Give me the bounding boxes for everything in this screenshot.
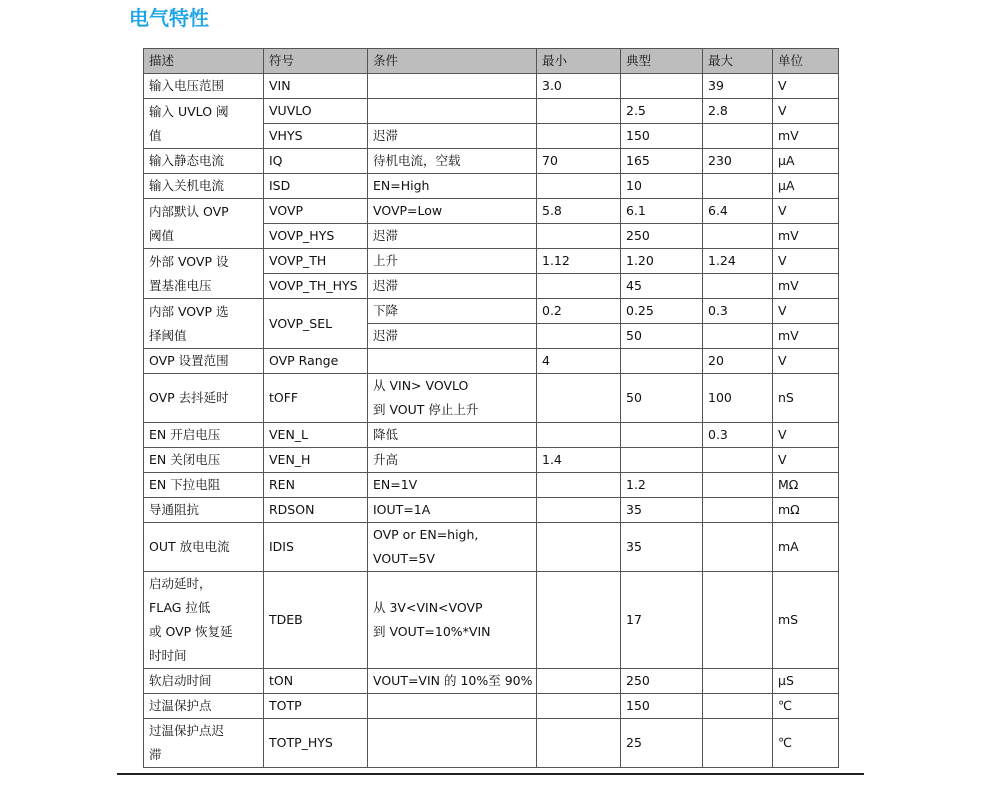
max-cell [703, 473, 773, 498]
min-cell [537, 374, 621, 423]
table-row [144, 174, 839, 199]
condition-cell: 迟滞 [368, 324, 537, 349]
min-cell: 5.8 [537, 199, 621, 224]
symbol-cell: TDEB [264, 572, 368, 669]
typ-cell: 2.5 [621, 99, 703, 124]
unit-cell: mA [773, 523, 839, 572]
typ-cell: 165 [621, 149, 703, 174]
desc-cell [144, 719, 264, 768]
unit-cell: mV [773, 274, 839, 299]
desc-line: 启动延时， [149, 576, 212, 591]
unit-cell: V [773, 74, 839, 99]
symbol-cell: IDIS [264, 523, 368, 572]
typ-cell [621, 349, 703, 374]
header-cell: 最大 [703, 49, 773, 74]
table-row [144, 74, 839, 99]
typ-cell: 1.2 [621, 473, 703, 498]
condition-line: VOUT=5V [373, 551, 435, 566]
max-cell [703, 523, 773, 572]
symbol-cell: VIN [264, 74, 368, 99]
max-cell: 39 [703, 74, 773, 99]
unit-cell: V [773, 349, 839, 374]
min-cell: 1.4 [537, 448, 621, 473]
table-row [144, 523, 839, 572]
unit-cell: μS [773, 669, 839, 694]
unit-cell: V [773, 448, 839, 473]
condition-cell: 迟滞 [368, 274, 537, 299]
typ-cell [621, 423, 703, 448]
table-row [144, 199, 839, 224]
table-header-row [144, 49, 839, 74]
min-cell [537, 324, 621, 349]
min-cell: 1.12 [537, 249, 621, 274]
table-row [144, 423, 839, 448]
min-cell: 3.0 [537, 74, 621, 99]
typ-cell: 150 [621, 124, 703, 149]
max-cell [703, 719, 773, 768]
min-cell [537, 498, 621, 523]
desc-line: 值 [149, 127, 162, 143]
unit-cell: V [773, 199, 839, 224]
max-cell: 6.4 [703, 199, 773, 224]
symbol-cell: VEN_H [264, 448, 368, 473]
symbol-cell: VOVP_TH [264, 249, 368, 274]
unit-cell: ℃ [773, 694, 839, 719]
typ-cell: 50 [621, 374, 703, 423]
condition-cell [368, 523, 537, 572]
min-cell: 0.2 [537, 299, 621, 324]
condition-cell: 下降 [368, 299, 537, 324]
header-cell: 最小 [537, 49, 621, 74]
min-cell [537, 669, 621, 694]
condition-cell: 降低 [368, 423, 537, 448]
unit-cell: μA [773, 149, 839, 174]
min-cell [537, 124, 621, 149]
typ-cell: 45 [621, 274, 703, 299]
typ-cell: 35 [621, 498, 703, 523]
table-row [144, 694, 839, 719]
condition-cell: 迟滞 [368, 124, 537, 149]
typ-cell: 50 [621, 324, 703, 349]
table-row [144, 299, 839, 324]
desc-cell: 输入关机电流 [144, 174, 264, 199]
desc-cell: 输入静态电流 [144, 149, 264, 174]
min-cell [537, 719, 621, 768]
symbol-cell: OVP Range [264, 349, 368, 374]
unit-cell: mV [773, 224, 839, 249]
unit-cell: μA [773, 174, 839, 199]
max-cell: 0.3 [703, 423, 773, 448]
table-row [144, 719, 839, 768]
desc-line: 内部默认 OVP [149, 203, 229, 219]
condition-cell [368, 349, 537, 374]
typ-cell [621, 74, 703, 99]
symbol-cell: RDSON [264, 498, 368, 523]
max-cell: 1.24 [703, 249, 773, 274]
max-cell [703, 448, 773, 473]
symbol-cell: VUVLO [264, 99, 368, 124]
condition-cell [368, 719, 537, 768]
table-row [144, 473, 839, 498]
table-row [144, 448, 839, 473]
desc-line: 过温保护点迟 [149, 723, 225, 738]
max-cell [703, 498, 773, 523]
condition-line: 从 3V<VIN<VOVP [373, 600, 483, 615]
desc-line: 输入 UVLO 阈 [149, 103, 229, 119]
symbol-cell: TOTP_HYS [264, 719, 368, 768]
condition-cell: VOUT=VIN 的 10%至 90% [368, 669, 537, 694]
min-cell [537, 224, 621, 249]
header-cell: 典型 [621, 49, 703, 74]
symbol-cell: tON [264, 669, 368, 694]
max-cell: 2.8 [703, 99, 773, 124]
desc-line: FLAG 拉低 [149, 600, 211, 615]
symbol-cell: VHYS [264, 124, 368, 149]
desc-line: 外部 VOVP 设 [149, 253, 229, 269]
max-cell [703, 324, 773, 349]
unit-cell: V [773, 249, 839, 274]
condition-cell: 升高 [368, 448, 537, 473]
unit-cell: nS [773, 374, 839, 423]
unit-cell: mV [773, 124, 839, 149]
min-cell [537, 473, 621, 498]
table-row [144, 99, 839, 124]
condition-line: OVP or EN=high, [373, 527, 479, 542]
desc-cell: OVP 去抖延时 [144, 374, 264, 423]
symbol-cell: VOVP_TH_HYS [264, 274, 368, 299]
typ-cell: 1.20 [621, 249, 703, 274]
unit-cell: ℃ [773, 719, 839, 768]
max-cell: 0.3 [703, 299, 773, 324]
condition-cell: VOVP=Low [368, 199, 537, 224]
header-cell: 符号 [264, 49, 368, 74]
max-cell [703, 224, 773, 249]
desc-line: 择阈值 [149, 327, 187, 343]
unit-cell: mV [773, 324, 839, 349]
table-row [144, 572, 839, 669]
max-cell [703, 124, 773, 149]
condition-cell [368, 572, 537, 669]
desc-cell: 过温保护点 [144, 694, 264, 719]
desc-line: 滞 [149, 747, 162, 762]
condition-line: 到 VOUT=10%*VIN [373, 624, 491, 639]
condition-cell [368, 374, 537, 423]
symbol-cell: TOTP [264, 694, 368, 719]
symbol-cell: VOVP [264, 199, 368, 224]
page-title: 电气特性 [129, 6, 209, 30]
table-row [144, 349, 839, 374]
min-cell [537, 572, 621, 669]
header-cell: 描述 [144, 49, 264, 74]
typ-cell: 25 [621, 719, 703, 768]
desc-cell [144, 572, 264, 669]
desc-cell: EN 关闭电压 [144, 448, 264, 473]
max-cell: 100 [703, 374, 773, 423]
typ-cell: 250 [621, 669, 703, 694]
desc-cell: OVP 设置范围 [144, 349, 264, 374]
condition-cell: 上升 [368, 249, 537, 274]
electrical-characteristics-table [143, 48, 839, 768]
symbol-cell: VOVP_SEL [264, 299, 368, 349]
typ-cell: 0.25 [621, 299, 703, 324]
max-cell [703, 174, 773, 199]
symbol-cell: REN [264, 473, 368, 498]
unit-cell: mS [773, 572, 839, 669]
condition-cell [368, 74, 537, 99]
max-cell [703, 572, 773, 669]
max-cell: 230 [703, 149, 773, 174]
header-cell: 单位 [773, 49, 839, 74]
max-cell [703, 669, 773, 694]
max-cell [703, 694, 773, 719]
unit-cell: mΩ [773, 498, 839, 523]
typ-cell [621, 448, 703, 473]
desc-cell [144, 299, 264, 349]
table-row [144, 498, 839, 523]
condition-cell: EN=1V [368, 473, 537, 498]
desc-line: 内部 VOVP 选 [149, 303, 229, 319]
unit-cell: MΩ [773, 473, 839, 498]
desc-line: 或 OVP 恢复延 [149, 624, 233, 639]
max-cell [703, 274, 773, 299]
condition-cell: 迟滞 [368, 224, 537, 249]
desc-line: 阈值 [149, 227, 175, 243]
typ-cell: 10 [621, 174, 703, 199]
table-row [144, 669, 839, 694]
desc-cell [144, 199, 264, 249]
desc-cell [144, 249, 264, 299]
min-cell: 4 [537, 349, 621, 374]
min-cell [537, 694, 621, 719]
condition-cell [368, 99, 537, 124]
symbol-cell: VEN_L [264, 423, 368, 448]
symbol-cell: VOVP_HYS [264, 224, 368, 249]
typ-cell: 17 [621, 572, 703, 669]
condition-line: 从 VIN> VOVLO [373, 378, 469, 393]
typ-cell: 250 [621, 224, 703, 249]
min-cell [537, 174, 621, 199]
max-cell: 20 [703, 349, 773, 374]
desc-cell: 导通阻抗 [144, 498, 264, 523]
min-cell [537, 99, 621, 124]
desc-cell: EN 开启电压 [144, 423, 264, 448]
desc-cell: 输入电压范围 [144, 74, 264, 99]
min-cell [537, 423, 621, 448]
desc-cell [144, 99, 264, 149]
condition-cell [368, 694, 537, 719]
desc-cell: 软启动时间 [144, 669, 264, 694]
header-cell: 条件 [368, 49, 537, 74]
condition-cell: EN=High [368, 174, 537, 199]
min-cell [537, 274, 621, 299]
min-cell: 70 [537, 149, 621, 174]
desc-line: 时时间 [149, 648, 187, 663]
min-cell [537, 523, 621, 572]
typ-cell: 150 [621, 694, 703, 719]
desc-line: 置基准电压 [149, 277, 212, 293]
desc-cell: OUT 放电电流 [144, 523, 264, 572]
unit-cell: V [773, 423, 839, 448]
unit-cell: V [773, 299, 839, 324]
condition-cell: IOUT=1A [368, 498, 537, 523]
table-row [144, 249, 839, 274]
condition-line: 到 VOUT 停止上升 [373, 402, 479, 417]
table-row [144, 149, 839, 174]
symbol-cell: tOFF [264, 374, 368, 423]
bottom-rule [117, 773, 864, 775]
unit-cell: V [773, 99, 839, 124]
symbol-cell: IQ [264, 149, 368, 174]
symbol-cell: ISD [264, 174, 368, 199]
typ-cell: 6.1 [621, 199, 703, 224]
typ-cell: 35 [621, 523, 703, 572]
table-row [144, 374, 839, 423]
desc-cell: EN 下拉电阻 [144, 473, 264, 498]
condition-cell: 待机电流，空载 [368, 149, 537, 174]
